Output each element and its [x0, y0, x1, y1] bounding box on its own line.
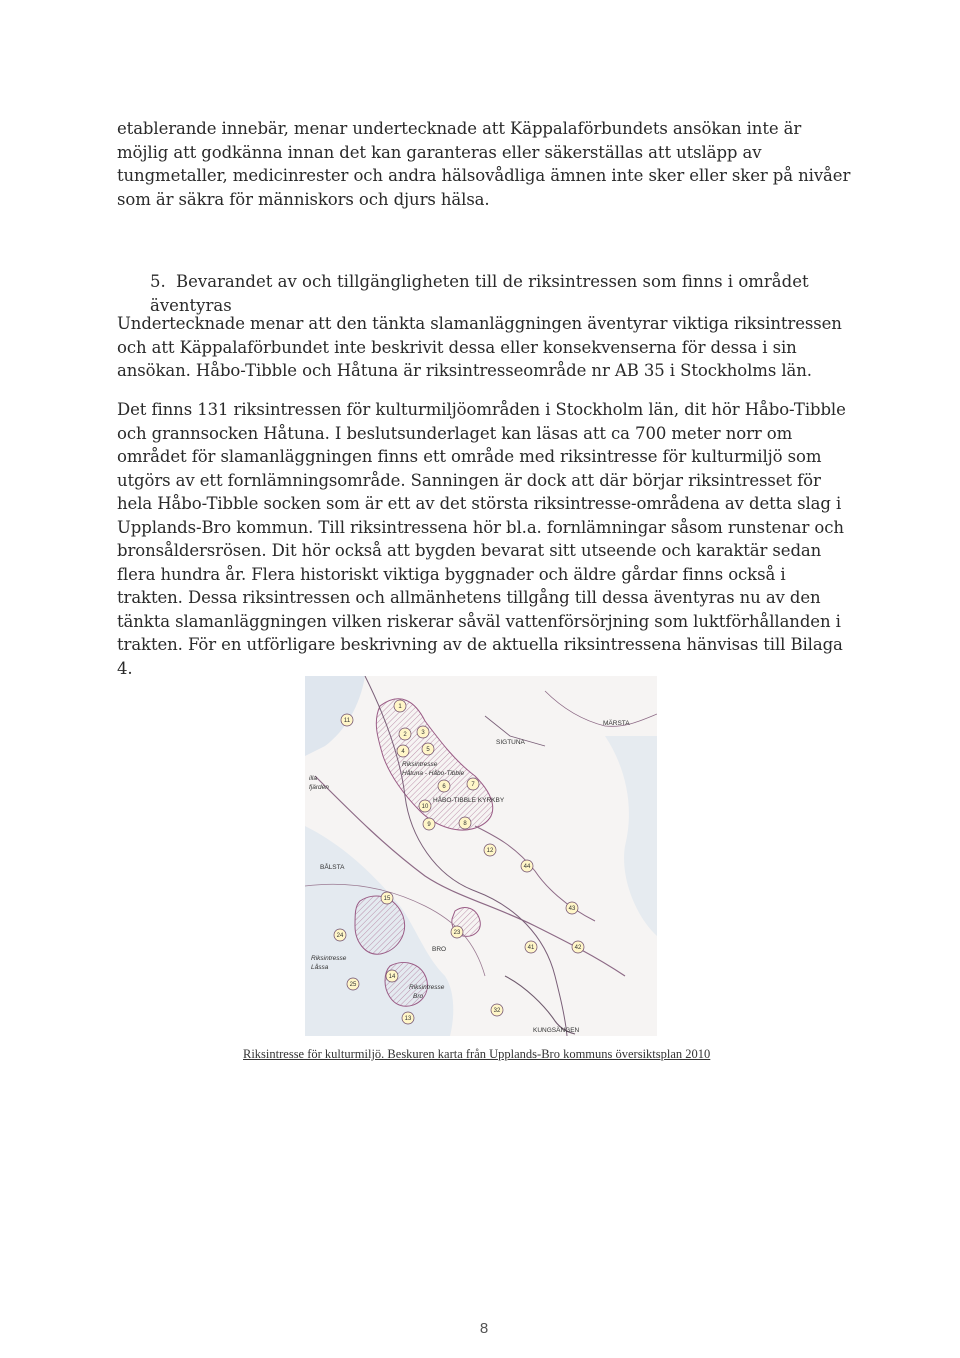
map-marker: [423, 818, 435, 830]
map-marker: [399, 728, 411, 740]
map-label-bro: BRO: [432, 946, 447, 953]
svg-text:23: 23: [453, 930, 461, 936]
map-label-riksintresse-lassa-2: Låssa: [311, 964, 329, 971]
svg-text:2: 2: [403, 732, 407, 738]
svg-text:12: 12: [486, 848, 494, 854]
map-marker: [397, 745, 409, 757]
map-label-riksintresse-hatuna-1: Riksintresse: [402, 761, 438, 768]
map-marker: [422, 743, 434, 755]
map-marker: [438, 780, 450, 792]
map-marker: [334, 929, 346, 941]
map-marker: [381, 892, 393, 904]
svg-text:10: 10: [421, 804, 429, 810]
map-label-riksintresse-hatuna-2: Håtuna - Håbo-Tibble: [402, 770, 465, 777]
map-label-riksintresse-lassa-1: Riksintresse: [311, 955, 347, 962]
map-label-habo-tibble-kyrkby: HÅBO-TIBBLE KYRKBY: [433, 797, 505, 804]
svg-text:7: 7: [471, 782, 475, 788]
svg-text:42: 42: [574, 945, 582, 951]
map-label-riksintresse-bro-1: Riksintresse: [409, 984, 445, 991]
map-marker: [451, 926, 463, 938]
map-figure: [305, 676, 657, 1036]
figure-caption: Riksintresse för kulturmiljö. Beskuren karta från Upplands-Bro kommuns översiktsplan 2010: [243, 1047, 711, 1061]
map-label-sigtuna: SIGTUNA: [496, 739, 525, 746]
paragraph-2: Undertecknade menar att den tänkta slamanläggningen äventyrar viktiga riksintressen och att Käppalaförbundet inte beskrivit dessa eller konsekvenserna för dessa i sin ansökan. Håbo-Tibble och Håtuna är riksintresseområde nr AB 35 i Stockholms län.: [117, 314, 842, 380]
section-number: 5.: [150, 272, 166, 291]
svg-text:14: 14: [388, 974, 396, 980]
page-number: 8: [479, 1320, 489, 1337]
section-heading: [150, 270, 850, 317]
map-label-balsta: BÅLSTA: [320, 864, 345, 871]
svg-text:44: 44: [523, 864, 531, 870]
map-marker: [419, 800, 431, 812]
svg-text:43: 43: [568, 906, 576, 912]
svg-text:24: 24: [336, 933, 344, 939]
paragraph-1: etablerande innebär, menar undertecknade att Käppalaförbundets ansökan inte är möjlig att godkänna innan det kan garanteras eller säkerställas att utsläpp av tungmetaller, medicinrester och andra hälsovådliga ämnen inte sker eller sker på nivåer som är säkra för människors och djurs hälsa.: [117, 119, 851, 209]
svg-text:41: 41: [527, 945, 535, 951]
map-marker: [491, 1004, 503, 1016]
svg-text:9: 9: [427, 822, 431, 828]
map-label-kungsangen: KUNGSÄNGEN: [533, 1027, 580, 1034]
svg-text:13: 13: [404, 1016, 412, 1022]
svg-text:6: 6: [442, 784, 446, 790]
map-marker: [347, 978, 359, 990]
svg-text:25: 25: [349, 982, 357, 988]
map-marker: [394, 700, 406, 712]
svg-text:4: 4: [401, 749, 405, 755]
svg-text:15: 15: [383, 896, 391, 902]
svg-text:8: 8: [463, 821, 467, 827]
map-marker: [566, 902, 578, 914]
map-marker: [341, 714, 353, 726]
map-marker: [402, 1012, 414, 1024]
map-label-riksintresse-bro-2: Bro: [413, 993, 424, 1000]
map-marker: [484, 844, 496, 856]
svg-text:32: 32: [493, 1008, 501, 1014]
map-marker: [525, 941, 537, 953]
section-heading-text: Bevarandet av och tillgängligheten till de riksintressen som finns i området äventyras: [150, 272, 809, 315]
map-label-fjarden: fjärden: [309, 784, 329, 791]
map-label-ilja: illa: [309, 775, 317, 782]
map-marker: [521, 860, 533, 872]
paragraph-3: Det finns 131 riksintressen för kulturmiljöområden i Stockholm län, dit hör Håbo-Tibble och grannsocken Håtuna. I beslutsunderlaget kan läsas att ca 700 meter norr om området för slamanläggningen finns ett område med riksintresse för kulturmiljö som utgörs av ett fornlämningsområde. Sanningen är dock att där börjar riksintresset för hela Håbo-Tibble socken som är ett av det största riksintresse-områdena av detta slag i Upplands-Bro kommun. Till riksintressena hör bl.a. fornlämningar såsom runstenar och bronsåldersrösen. Dit hör också att bygden bevarat sitt utseende och karaktär sedan flera hundra år. Flera historiskt viktiga byggnader och äldre gårdar finns också i trakten. Dessa riksintressen och allmänhetens tillgång till dessa äventyras nu av den tänkta slamanläggningen vilken riskerar såväl vattenförsörjning som luktförhållanden i trakten. För en utförligare beskrivning av de aktuella riksintressena hänvisas till Bilaga 4.: [117, 400, 846, 678]
svg-text:3: 3: [421, 730, 425, 736]
map-marker: [467, 778, 479, 790]
svg-text:5: 5: [426, 747, 430, 753]
map-label-marsta: MÄRSTA: [603, 720, 630, 727]
map-marker: [386, 970, 398, 982]
svg-text:1: 1: [398, 704, 402, 710]
map-marker: [417, 726, 429, 738]
map-marker: [459, 817, 471, 829]
svg-text:11: 11: [343, 718, 351, 724]
map-marker: [572, 941, 584, 953]
map-image: [305, 676, 657, 1036]
